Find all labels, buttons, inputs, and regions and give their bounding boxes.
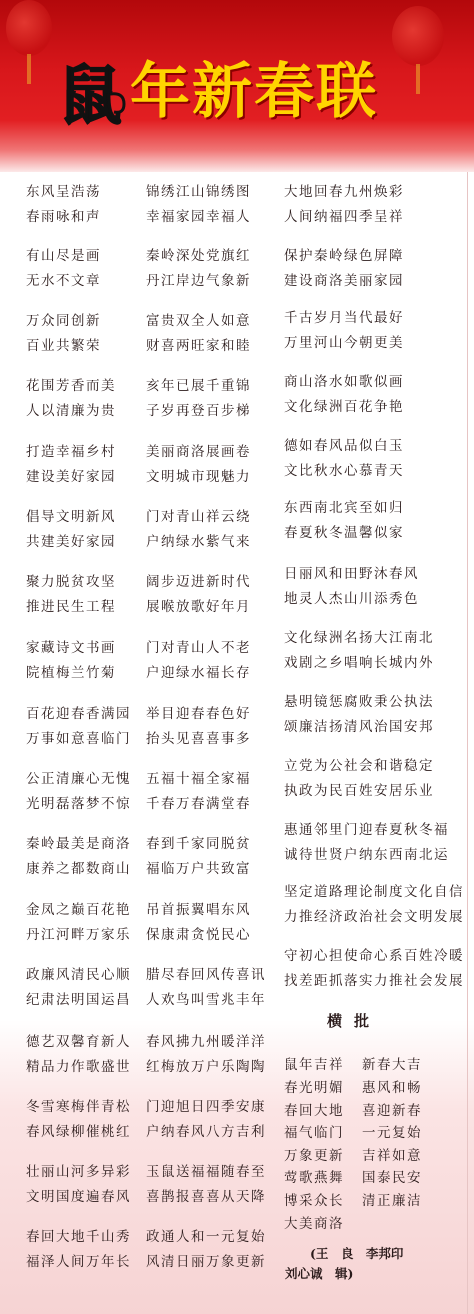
couplet-lower-line: 文化绿洲百花争艳 <box>284 399 404 415</box>
couplet-lower-line: 人间纳福四季呈祥 <box>284 209 404 225</box>
couplet-upper-line: 门迎旭日四季安康 <box>146 1099 266 1115</box>
couplet-upper-line: 举目迎春春色好 <box>146 706 251 722</box>
couplet-item <box>26 1095 131 1145</box>
couplet-item <box>26 636 116 686</box>
couplet-lower-line: 文比秋水心慕青天 <box>284 463 404 479</box>
couplet-upper-line: 聚力脱贫攻坚 <box>26 574 116 590</box>
couplet-upper-line: 德如春风品似白玉 <box>284 438 404 454</box>
hengpi-item: 莺歌燕舞 <box>284 1170 344 1186</box>
couplet-upper-line: 大地回春九州焕彩 <box>284 184 404 200</box>
couplet-upper-line: 门对青山祥云绕 <box>146 509 251 525</box>
couplet-lower-line: 财喜两旺家和睦 <box>146 338 251 354</box>
couplet-item <box>146 374 251 424</box>
couplet-lower-line: 康养之都数商山 <box>26 861 131 877</box>
couplet-item <box>26 963 131 1013</box>
couplet-upper-line: 保护秦岭绿色屏障 <box>284 248 404 264</box>
couplet-upper-line: 冬雪寒梅伴青松 <box>26 1099 131 1115</box>
couplet-item <box>26 244 101 294</box>
couplet-upper-line: 打造幸福乡村 <box>26 444 116 460</box>
couplet-item <box>146 1160 266 1210</box>
couplet-item <box>26 702 131 752</box>
couplet-upper-line: 春到千家同脱贫 <box>146 836 251 852</box>
couplet-lower-line: 颂廉洁扬清风治国安邦 <box>284 719 434 735</box>
couplet-lower-line: 无水不文章 <box>26 273 101 289</box>
couplet-upper-line: 政廉风清民心顺 <box>26 967 131 983</box>
couplet-upper-line: 家藏诗文书画 <box>26 640 116 656</box>
couplet-item <box>284 626 434 676</box>
couplet-lower-line: 共建美好家园 <box>26 534 116 550</box>
couplet-lower-line: 红梅放万户乐陶陶 <box>146 1059 266 1075</box>
couplet-item <box>26 309 101 359</box>
couplet-item <box>26 440 116 490</box>
hengpi-item: 万象更新 <box>284 1148 344 1164</box>
couplet-lower-line: 文明城市现魅力 <box>146 469 251 485</box>
right-border-divider <box>467 172 468 1314</box>
couplet-upper-line: 有山尽是画 <box>26 248 101 264</box>
couplet-lower-line: 丹江岸边气象新 <box>146 273 251 289</box>
couplet-upper-line: 美丽商洛展画卷 <box>146 444 251 460</box>
couplet-item <box>146 702 251 752</box>
couplet-item <box>146 440 251 490</box>
couplet-item <box>26 180 101 230</box>
couplet-lower-line: 找差距抓落实力推社会发展 <box>284 973 464 989</box>
couplet-item <box>146 898 251 948</box>
couplet-lower-line: 户纳春风八方吉利 <box>146 1124 266 1140</box>
hengpi-item: 春光明媚 <box>284 1080 344 1096</box>
couplet-lower-line: 建设商洛美丽家园 <box>284 273 404 289</box>
couplet-upper-line: 金凤之巅百花艳 <box>26 902 131 918</box>
credit-line-2: 刘心诚 辑) <box>285 1266 354 1281</box>
couplet-lower-line: 春雨咏和声 <box>26 209 101 225</box>
couplet-upper-line: 秦岭最美是商洛 <box>26 836 131 852</box>
right-lantern-icon <box>392 6 444 66</box>
couplet-upper-line: 春回大地千山秀 <box>26 1229 131 1245</box>
couplet-lower-line: 万事如意喜临门 <box>26 731 131 747</box>
hengpi-item: 鼠年吉祥 <box>284 1057 344 1073</box>
couplet-lower-line: 人欢鸟叫雪兆丰年 <box>146 992 266 1008</box>
couplet-item <box>146 244 251 294</box>
rat-calligraphy-logo <box>52 54 128 132</box>
couplet-item <box>284 434 404 484</box>
couplet-upper-line: 东风呈浩荡 <box>26 184 101 200</box>
couplet-upper-line: 公正清廉心无愧 <box>26 771 131 787</box>
couplet-item <box>26 898 131 948</box>
rat-calligraphy-glyph: 鼠 <box>58 59 122 132</box>
couplet-item <box>26 1030 131 1080</box>
couplet-lower-line: 福泽人间万年长 <box>26 1254 131 1270</box>
hengpi-item: 国泰民安 <box>362 1170 422 1186</box>
couplet-upper-line: 守初心担使命心系百姓冷暖 <box>284 948 464 964</box>
couplet-lower-line: 纪肃法明国运昌 <box>26 992 131 1008</box>
couplet-upper-line: 玉鼠送福福随春至 <box>146 1164 266 1180</box>
couplet-lower-line: 千春万春满堂春 <box>146 796 251 812</box>
couplet-lower-line: 春风绿柳催桃红 <box>26 1124 131 1140</box>
couplet-lower-line: 春夏秋冬温馨似家 <box>284 525 404 541</box>
couplet-upper-line: 日丽风和田野沐春风 <box>284 566 419 582</box>
couplet-item <box>146 505 251 555</box>
couplet-upper-line: 秦岭深处党旗红 <box>146 248 251 264</box>
couplet-item <box>146 832 251 882</box>
couplet-item <box>284 180 404 230</box>
couplet-upper-line: 壮丽山河多异彩 <box>26 1164 131 1180</box>
couplet-lower-line: 百业共繁荣 <box>26 338 101 354</box>
couplet-item <box>26 767 131 817</box>
couplet-lower-line: 文明国度遍春风 <box>26 1189 131 1205</box>
couplet-item <box>26 374 116 424</box>
couplet-upper-line: 腊尽春回风传喜讯 <box>146 967 266 983</box>
hengpi-item: 喜迎新春 <box>362 1103 422 1119</box>
hengpi-item: 一元复始 <box>362 1125 422 1141</box>
couplet-lower-line: 抬头见喜喜事多 <box>146 731 251 747</box>
couplet-lower-line: 丹江河畔万家乐 <box>26 927 131 943</box>
couplet-lower-line: 建设美好家园 <box>26 469 116 485</box>
couplet-item <box>284 244 404 294</box>
couplet-lower-line: 精品力作歌盛世 <box>26 1059 131 1075</box>
hengpi-item: 新春大吉 <box>362 1057 422 1073</box>
couplet-upper-line: 万众同创新 <box>26 313 101 329</box>
couplet-item <box>284 562 419 612</box>
couplet-upper-line: 锦绣江山锦绣图 <box>146 184 251 200</box>
couplet-upper-line: 悬明镜惩腐败秉公执法 <box>284 694 434 710</box>
couplet-item <box>146 1225 266 1275</box>
couplet-lower-line: 力推经济政治社会文明发展 <box>284 909 464 925</box>
couplet-item <box>284 496 404 546</box>
couplet-upper-line: 文化绿洲名扬大江南北 <box>284 630 434 646</box>
couplet-lower-line: 诚待世贤户纳东西南北运 <box>284 847 449 863</box>
couplet-item <box>26 1225 131 1275</box>
couplet-lower-line: 喜鹊报喜喜从天降 <box>146 1189 266 1205</box>
couplet-upper-line: 阔步迈进新时代 <box>146 574 251 590</box>
couplet-lower-line: 执政为民百姓安居乐业 <box>284 783 434 799</box>
couplet-upper-line: 五福十福全家福 <box>146 771 251 787</box>
couplet-lower-line: 福临万户共致富 <box>146 861 251 877</box>
couplet-lower-line: 万里河山今朝更美 <box>284 335 404 351</box>
couplet-lower-line: 幸福家园幸福人 <box>146 209 251 225</box>
hengpi-item: 清正廉洁 <box>362 1193 422 1209</box>
couplet-item <box>26 832 131 882</box>
couplet-item <box>284 690 434 740</box>
hengpi-item: 大美商洛 <box>284 1216 344 1232</box>
couplet-lower-line: 院植梅兰竹菊 <box>26 665 116 681</box>
couplet-item <box>146 1095 266 1145</box>
couplet-lower-line: 戏剧之乡唱响长城内外 <box>284 655 434 671</box>
couplet-lower-line: 推进民生工程 <box>26 599 116 615</box>
couplet-lower-line: 保康肃贪悦民心 <box>146 927 251 943</box>
couplet-upper-line: 东西南北宾至如归 <box>284 500 404 516</box>
couplet-item <box>284 370 404 420</box>
couplet-item <box>284 880 464 930</box>
hengpi-item: 惠风和畅 <box>362 1080 422 1096</box>
couplet-item <box>284 944 464 994</box>
couplet-item <box>146 1030 266 1080</box>
couplet-item <box>146 180 251 230</box>
couplet-lower-line: 地灵人杰山川添秀色 <box>284 591 419 607</box>
page-title: 年新春联 <box>130 57 378 127</box>
couplet-upper-line: 倡导文明新风 <box>26 509 116 525</box>
couplet-upper-line: 立党为公社会和谐稳定 <box>284 758 434 774</box>
left-lantern-icon <box>6 0 52 56</box>
couplet-upper-line: 商山洛水如歌似画 <box>284 374 404 390</box>
couplet-upper-line: 政通人和一元复始 <box>146 1229 266 1245</box>
couplet-item <box>26 570 116 620</box>
hengpi-heading: 横批 <box>327 1012 382 1030</box>
hengpi-item: 春回大地 <box>284 1103 344 1119</box>
couplet-upper-line: 惠通邻里门迎春夏秋冬福 <box>284 822 449 838</box>
couplet-item <box>284 818 449 868</box>
couplet-item <box>284 754 434 804</box>
couplet-lower-line: 展喉放歌好年月 <box>146 599 251 615</box>
couplet-item <box>146 636 251 686</box>
hengpi-item: 福气临门 <box>284 1125 344 1141</box>
couplet-upper-line: 百花迎春香满园 <box>26 706 131 722</box>
couplet-lower-line: 户纳绿水紫气来 <box>146 534 251 550</box>
right-tassel-icon <box>416 64 420 94</box>
couplet-item <box>146 570 251 620</box>
couplet-item <box>146 767 251 817</box>
header-banner <box>0 0 474 172</box>
couplet-upper-line: 富贵双全人如意 <box>146 313 251 329</box>
credit-line-1: (王 良 李邦印 <box>310 1246 404 1261</box>
hengpi-item: 博采众长 <box>284 1193 344 1209</box>
hengpi-item: 吉祥如意 <box>362 1148 422 1164</box>
couplet-lower-line: 子岁再登百步梯 <box>146 403 251 419</box>
left-tassel-icon <box>27 54 31 84</box>
couplet-item <box>26 505 116 555</box>
couplet-upper-line: 亥年已展千重锦 <box>146 378 251 394</box>
couplet-item <box>146 963 266 1013</box>
couplet-item <box>284 306 404 356</box>
couplet-item <box>26 1160 131 1210</box>
couplet-lower-line: 户迎绿水福长存 <box>146 665 251 681</box>
couplet-upper-line: 春风拂九州暖洋洋 <box>146 1034 266 1050</box>
couplet-lower-line: 人以清廉为贵 <box>26 403 116 419</box>
couplet-lower-line: 光明磊落梦不惊 <box>26 796 131 812</box>
couplet-upper-line: 吊首振翼唱东风 <box>146 902 251 918</box>
couplet-upper-line: 德艺双馨育新人 <box>26 1034 131 1050</box>
couplet-upper-line: 花围芳香而美 <box>26 378 116 394</box>
couplet-lower-line: 风清日丽万象更新 <box>146 1254 266 1270</box>
couplet-upper-line: 坚定道路理论制度文化自信 <box>284 884 464 900</box>
couplet-upper-line: 门对青山人不老 <box>146 640 251 656</box>
couplet-upper-line: 千古岁月当代最好 <box>284 310 404 326</box>
couplet-item <box>146 309 251 359</box>
